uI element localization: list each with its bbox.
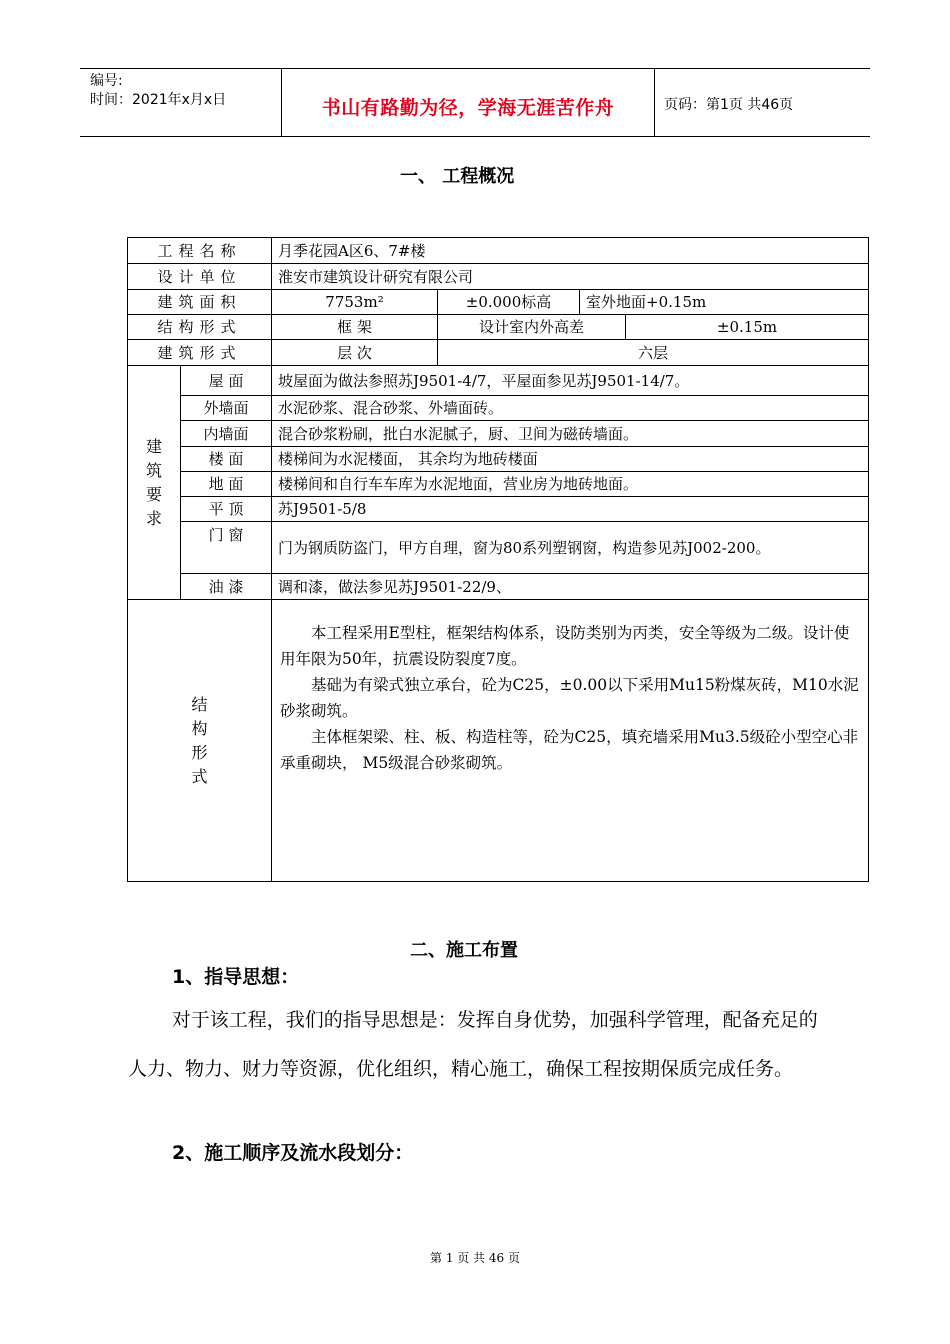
header-page-info: 页码：第1页 共46页	[664, 97, 794, 113]
req-label: 油 漆	[181, 574, 272, 600]
table-row	[128, 522, 869, 574]
section1-title: 一、 工程概况	[400, 166, 515, 187]
structure-paragraph: 主体框架梁、柱、板、构造柱等，砼为C25，填充墙采用Mu3.5级砼小型空心非承重砌块， M5级混合砂浆砌筑。	[280, 728, 859, 772]
levels-label: 层 次	[272, 340, 438, 366]
table-row	[128, 396, 869, 421]
req-value: 苏J9501-5/8	[272, 497, 869, 522]
req-label: 屋 面	[181, 366, 272, 396]
struct-form-label: 结构形式	[128, 315, 272, 340]
table-row	[128, 447, 869, 472]
project-name-value: 月季花园A区6、7#楼	[272, 238, 869, 264]
page-footer: 第 1 页 共 46 页	[430, 1251, 520, 1265]
subsection1-title: 1、指导思想：	[172, 966, 300, 988]
req-value: 门为钢质防盗门，甲方自理，窗为80系列塑钢窗，构造参见苏J002-200。	[272, 522, 869, 574]
struct-form-value: 框 架	[272, 315, 438, 340]
req-value: 混合砂浆粉刷，批白水泥腻子，厨、卫间为磁砖墙面。	[272, 421, 869, 447]
requirements-group-label	[128, 366, 181, 600]
structure-description	[272, 600, 869, 882]
elev-label: ±0.000标高	[438, 290, 580, 315]
overview-table	[127, 237, 869, 882]
header-meta	[90, 72, 226, 110]
table-row	[128, 340, 869, 366]
design-unit-label: 设计单位	[128, 264, 272, 290]
req-value: 坡屋面为做法参照苏J9501-4/7，平屋面参见苏J9501-14/7。	[272, 366, 869, 396]
area-value: 7753m²	[272, 290, 438, 315]
req-label: 门 窗	[181, 522, 272, 574]
header-divider	[654, 69, 655, 136]
req-label: 楼 面	[181, 447, 272, 472]
table-row	[128, 366, 869, 396]
table-row	[128, 574, 869, 600]
table-row	[128, 290, 869, 315]
project-name-label: 工程名称	[128, 238, 272, 264]
table-row	[128, 264, 869, 290]
table-row	[128, 238, 869, 264]
diff-value: ±0.15m	[626, 315, 869, 340]
req-value: 楼梯间为水泥楼面， 其余均为地砖楼面	[272, 447, 869, 472]
table-row	[128, 497, 869, 522]
req-value: 楼梯间和自行车车库为水泥地面，营业房为地砖地面。	[272, 472, 869, 497]
area-label: 建筑面积	[128, 290, 272, 315]
req-label: 内墙面	[181, 421, 272, 447]
table-row	[128, 315, 869, 340]
structure-label-cell	[128, 600, 272, 882]
subsection2-title: 2、施工顺序及流水段划分：	[172, 1142, 414, 1164]
req-value: 调和漆，做法参见苏J9501-22/9、	[272, 574, 869, 600]
header-bottom-rule	[80, 136, 870, 137]
req-value: 水泥砂浆、混合砂浆、外墙面砖。	[272, 396, 869, 421]
subsection1-text: 对于该工程，我们的指导思想是：发挥自身优势，加强科学管理，配备充足的人力、物力、财力等资源，优化组织，精心施工，确保工程按期保质完成任务。	[128, 1009, 818, 1080]
header-motto: 书山有路勤为径，学海无涯苦作舟	[321, 97, 615, 119]
elev-value: 室外地面+0.15m	[580, 290, 869, 315]
requirements-group-text: 建筑要求	[146, 436, 163, 528]
table-row	[128, 600, 869, 882]
req-label: 平 顶	[181, 497, 272, 522]
design-unit-value: 淮安市建筑设计研究有限公司	[272, 264, 869, 290]
structure-paragraph: 本工程采用E型柱，框架结构体系，设防类别为丙类，安全等级为二级。设计使用年限为50年，抗震设防裂度7度。	[280, 624, 850, 668]
req-label: 外墙面	[181, 396, 272, 421]
req-label: 地 面	[181, 472, 272, 497]
structure-label: 结构形式	[191, 694, 208, 786]
build-form-label: 建筑形式	[128, 340, 272, 366]
table-row	[128, 421, 869, 447]
table-row	[128, 472, 869, 497]
levels-value: 六层	[438, 340, 869, 366]
serial-label: 编号:	[90, 73, 123, 89]
section2-title: 二、施工布置	[410, 940, 518, 961]
diff-label: 设计室内外高差	[438, 315, 626, 340]
structure-paragraph: 基础为有梁式独立承台，砼为C25，±0.00以下采用Mu15粉煤灰砖，M10水泥砂浆砌筑。	[280, 676, 859, 720]
time-label: 时间：2021年x月x日	[90, 92, 227, 108]
header-top-rule	[80, 68, 870, 69]
